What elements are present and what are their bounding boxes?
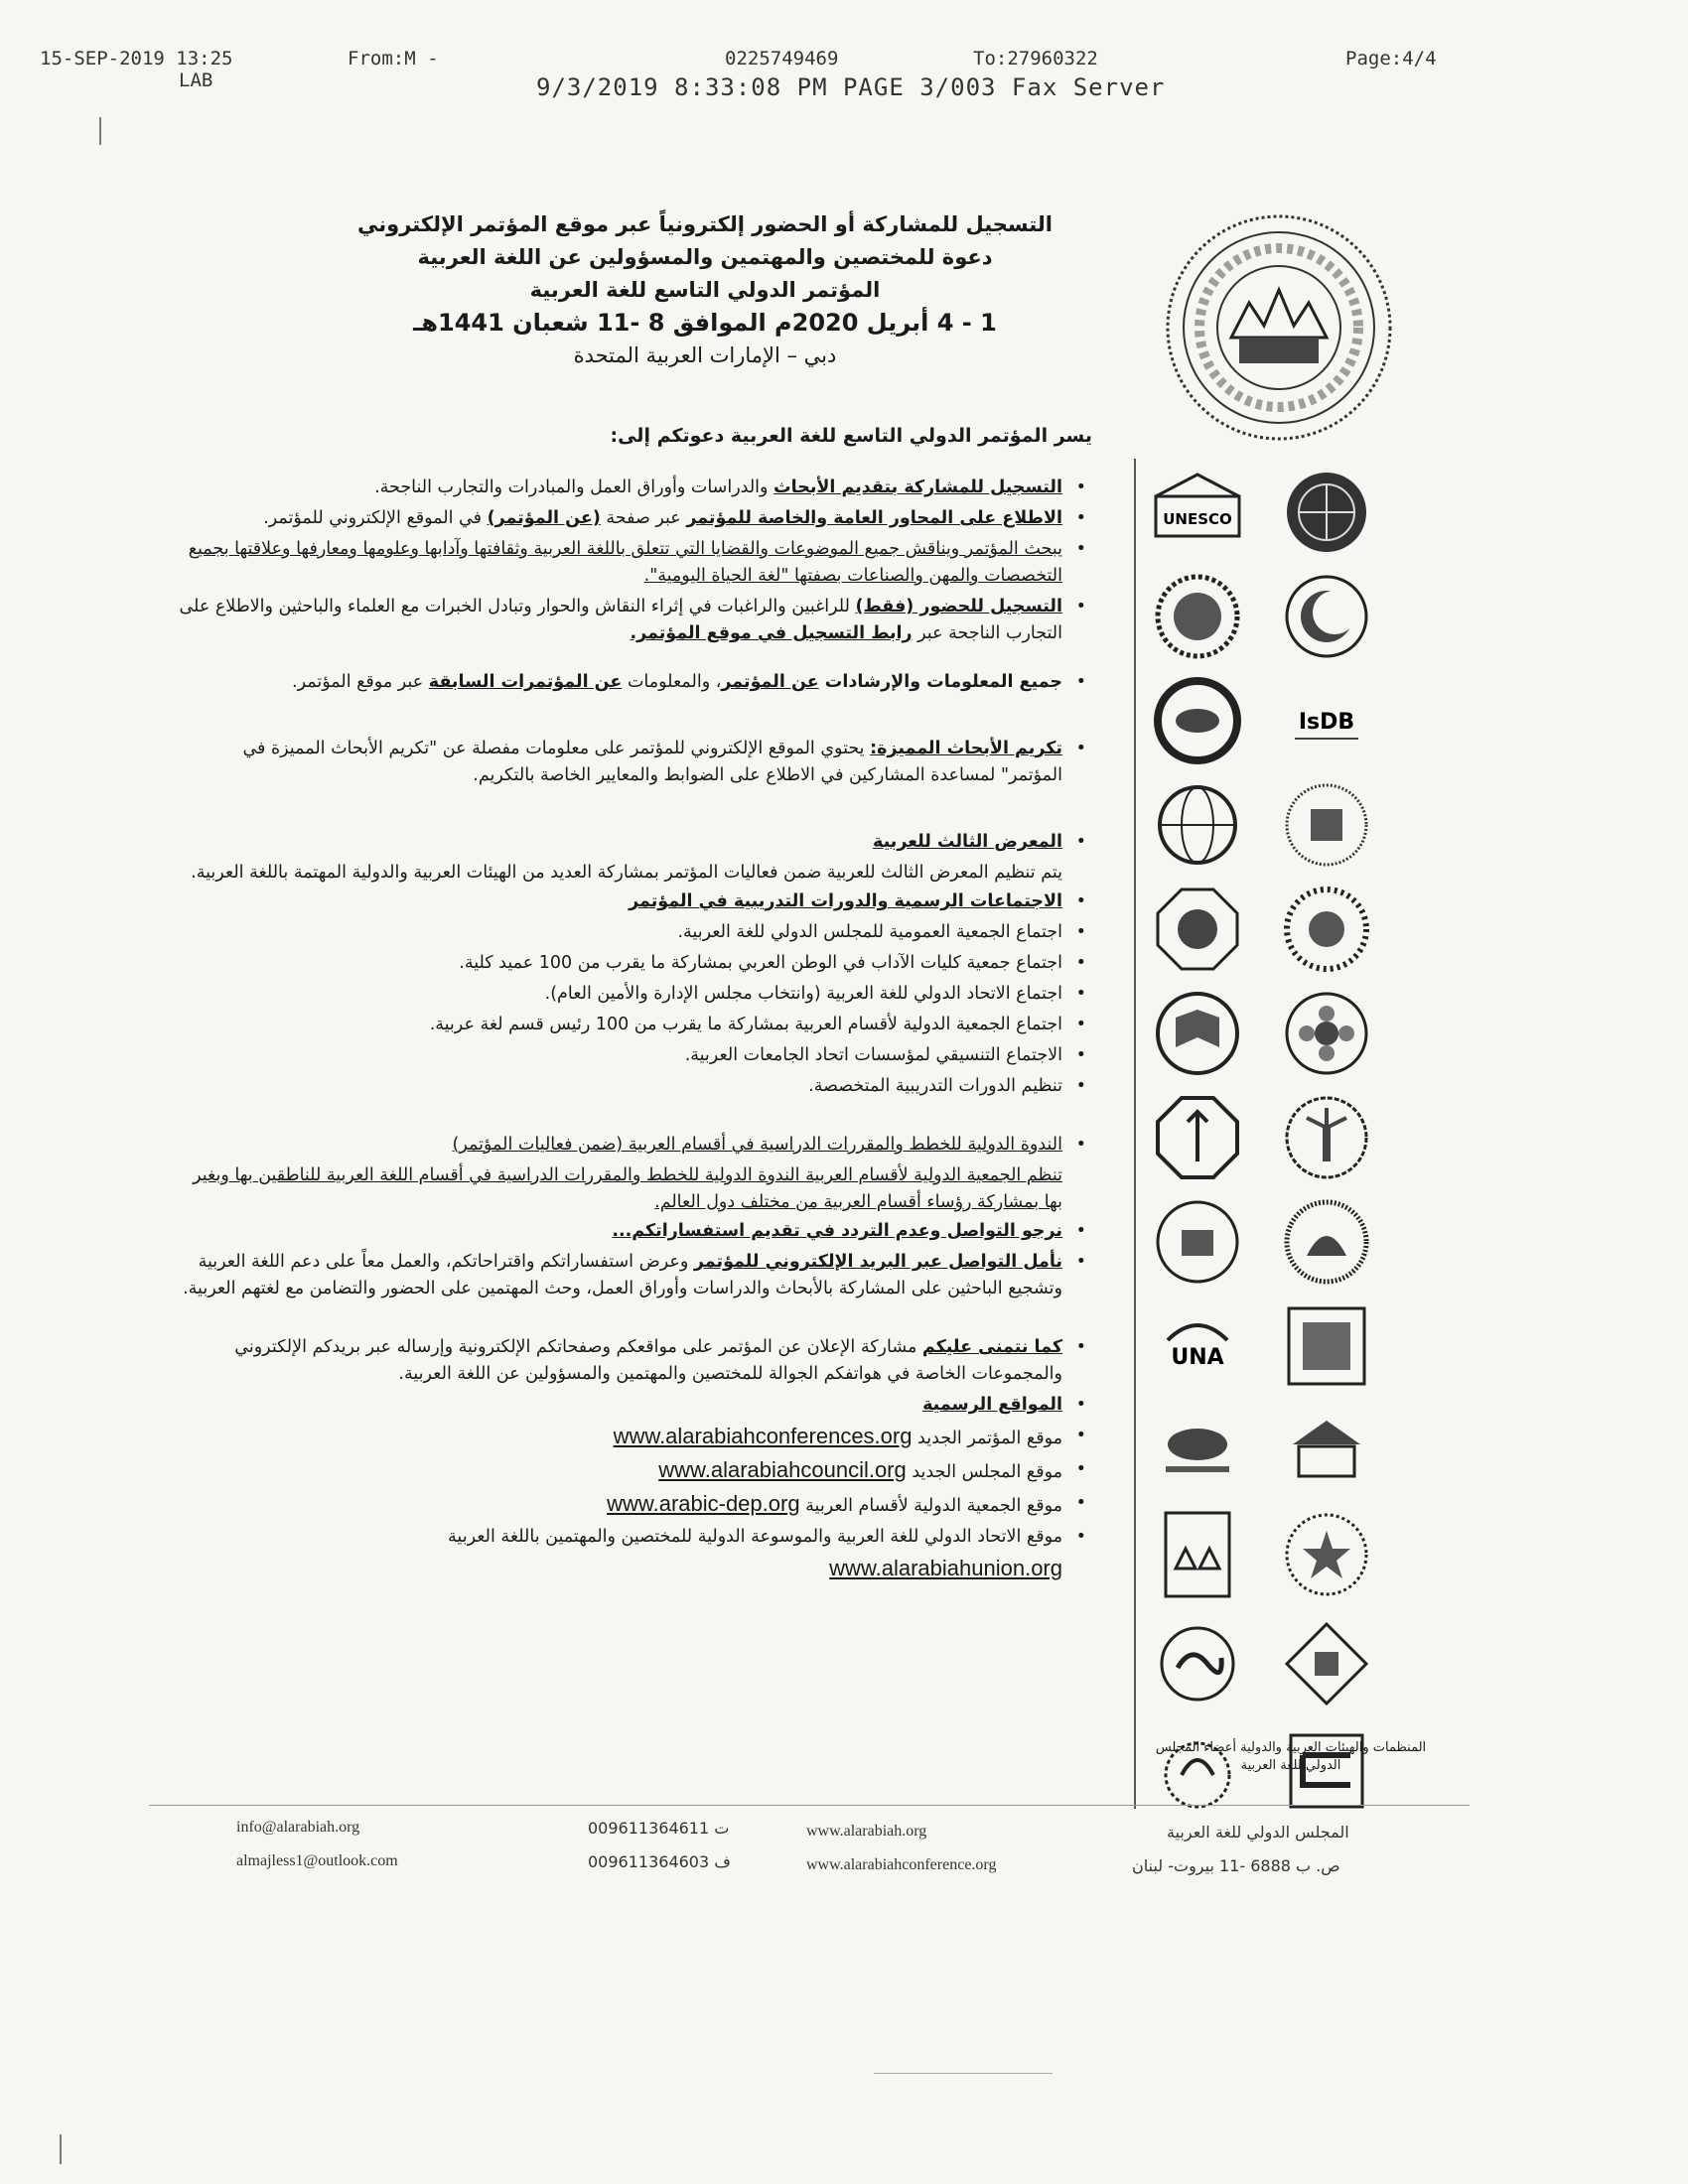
footer-address: ص. ب 6888 -11 بيروت- لبنان xyxy=(1132,1856,1340,1875)
item-exhibition-title: المعرض الثالث للعربية xyxy=(873,832,1062,852)
item-share-text: مشاركة الإعلان عن المؤتمر على مواقعكم وصفحاتكم الإلكترونية وإرساله عبر بريدكم الإلكتروني والمجموعات الخاصة في هواتفكم الجوالة للمختصين والمهتمين والمسؤولين عن اللغة العربية. xyxy=(234,1337,1062,1384)
item-attendance-emphasis: التسجيل للحضور (فقط) xyxy=(855,597,1062,616)
logos-caption: المنظمات والهيئات العربية والدولية أعضاء المجلس الدولي للغة العربية xyxy=(1155,1740,1427,1773)
list-item xyxy=(177,1456,1090,1486)
meeting-departments: اجتماع الجمعية الدولية لأقسام العربية بمشاركة ما يقرب من 100 رئيس قسم لغة عربية. xyxy=(429,1015,1062,1034)
site-union-label: موقع الاتحاد الدولي للغة العربية والموسوعة الدولية للمختصين والمهتمين باللغة العربية xyxy=(448,1527,1062,1547)
footer-org-name: المجلس الدولي للغة العربية xyxy=(1167,1823,1349,1842)
diamond-logo xyxy=(1281,1618,1372,1709)
palm-logo xyxy=(1281,1092,1372,1183)
logo-column-divider xyxy=(1134,459,1136,1809)
item-meetings-title: الاجتماعات الرسمية والدورات التدريبية في المؤتمر xyxy=(629,891,1062,911)
item-share-emphasis: كما نتمنى عليكم xyxy=(921,1337,1062,1357)
official-sites-title: المواقع الرسمية xyxy=(922,1395,1062,1415)
footer-email-majless[interactable]: almajless1@outlook.com xyxy=(236,1852,398,1869)
item-axes-emphasis: الاطلاع على المحاور العامة والخاصة للمؤتمر xyxy=(686,508,1062,528)
unesco-logo xyxy=(1152,467,1243,558)
item-symposium-text: تنظم الجمعية الدولية لأقسام العربية الندوة الدولية للخطط والمقررات الدراسية في أقسام اللغة العربية للناطقين بها وبغير بها بمشاركة رؤساء أقسام العربية من مختلف دول العالم. xyxy=(193,1165,1062,1212)
list-item xyxy=(177,1423,1090,1452)
training-courses: تنظيم الدورات التدريبية المتخصصة. xyxy=(808,1076,1062,1096)
ring-logo xyxy=(1152,675,1243,766)
list-item xyxy=(177,736,1090,789)
site-union-link[interactable]: www.alarabiahunion.org xyxy=(829,1556,1062,1580)
footer-fax: 009611364603 ف xyxy=(588,1852,731,1871)
world-logo xyxy=(1152,779,1243,871)
item-email-emphasis: نأمل التواصل عبر البريد الإلكتروني للمؤتمر xyxy=(693,1252,1062,1272)
list-item xyxy=(177,1012,1090,1038)
site-council-link[interactable]: www.alarabiahcouncil.org xyxy=(658,1457,907,1482)
item-awards-text: يحتوي الموقع الإلكتروني للمؤتمر على معلومات مفصلة عن "تكريم الأبحاث المميزة في المؤتمر" لمساعدة المشاركين في الاطلاع على الضوابط والمعايير الخاصة بالتكريم. xyxy=(242,739,1062,785)
footer-phone: 009611364611 ت xyxy=(588,1819,730,1838)
flower-logo xyxy=(1281,988,1372,1079)
header-line-registration: التسجيل للمشاركة أو الحضور إلكترونياً عبر موقع المؤتمر الإلكتروني xyxy=(357,212,1053,236)
fax-phone: 0225749469 xyxy=(725,48,839,69)
intro-text: يسر المؤتمر الدولي التاسع للغة العربية دعوتكم إلى: xyxy=(610,425,1092,447)
una-logo xyxy=(1152,1300,1243,1392)
square-seal-logo xyxy=(1281,1300,1372,1392)
item-attendance-text: للراغبين والراغبات في إثراء النقاش والحوار وتبادل الخبرات مع العلماء والباحثين والاطلاع على التجارب الناجحة عبر xyxy=(179,597,1062,643)
list-item xyxy=(177,950,1090,977)
header-line-location: دبي – الإمارات العربية المتحدة xyxy=(573,343,837,367)
main-body xyxy=(177,475,1090,1586)
item-contact-title: نرجو التواصل وعدم التردد في تقديم استفساراتكم... xyxy=(612,1221,1062,1241)
footer-website[interactable]: www.alarabiah.org xyxy=(806,1823,927,1840)
item-email-text: وعرض استفساراتكم واقتراحاتكم، والعمل معاً على دعم اللغة العربية وتشجيع الباحثين على المشاركة بالأبحاث والدراسات وأوراق العمل، وحث المهتمين على الحضور والتضامن مع لغتهم العربية. xyxy=(183,1252,1062,1298)
scan-bottom-mark xyxy=(60,2134,62,2164)
dome-logo xyxy=(1281,1196,1372,1288)
globe-logo xyxy=(1281,467,1372,558)
lic-octagon-logo xyxy=(1152,1092,1243,1183)
union-logo xyxy=(1152,1405,1243,1496)
arab-league-logo xyxy=(1152,571,1243,662)
list-item xyxy=(177,1524,1090,1551)
item-info-text: جميع المعلومات والإرشادات xyxy=(818,672,1062,692)
list-item xyxy=(177,1042,1090,1069)
meeting-union: اجتماع الاتحاد الدولي للغة العربية (وانتخاب مجلس الإدارة والأمين العام). xyxy=(544,984,1062,1004)
item-axes-text: عبر صفحة xyxy=(600,508,687,528)
site-conference-link[interactable]: www.alarabiahconferences.org xyxy=(613,1424,913,1448)
list-item xyxy=(177,1218,1090,1245)
meeting-general-assembly: اجتماع الجمعية العمومية للمجلس الدولي للغة العربية. xyxy=(677,922,1062,942)
triangles-logo xyxy=(1152,1509,1243,1600)
footer-email-info[interactable]: info@alarabiah.org xyxy=(236,1819,360,1836)
crescent-logo xyxy=(1281,571,1372,662)
meeting-universities: الاجتماع التنسيقي لمؤسسات اتحاد الجامعات العربية. xyxy=(684,1045,1062,1065)
fax-lab: LAB xyxy=(179,69,213,91)
item-registration-text: والدراسات وأوراق العمل والمبادرات والتجارب الناجحة. xyxy=(374,478,774,497)
unesco-logo-text: UNESCO xyxy=(1163,510,1232,528)
academy-seal-logo xyxy=(1281,779,1372,871)
footer-divider xyxy=(149,1805,1470,1806)
scan-edge-mark xyxy=(99,117,101,145)
list-item xyxy=(177,475,1090,501)
item-awards-emphasis: تكريم الأبحاث المميزة: xyxy=(870,739,1062,758)
site-departments-link[interactable]: www.arabic-dep.org xyxy=(607,1491,800,1516)
list-item xyxy=(177,1392,1090,1419)
building-logo xyxy=(1281,1405,1372,1496)
item-info-sep: ، والمعلومات xyxy=(622,672,722,692)
header-line-conference-name: المؤتمر الدولي التاسع للغة العربية xyxy=(529,278,881,302)
previous-conferences-link[interactable]: عن المؤتمرات السابقة xyxy=(428,672,623,692)
site-conference-label: موقع المؤتمر الجديد xyxy=(917,1429,1062,1448)
list-item xyxy=(177,536,1090,590)
list-item xyxy=(177,1490,1090,1520)
fax-timestamp: 15-SEP-2019 13:25 xyxy=(40,48,233,69)
site-council-label: موقع المجلس الجديد xyxy=(912,1462,1062,1482)
list-item xyxy=(177,919,1090,946)
fax-server-line: 9/3/2019 8:33:08 PM PAGE 3/003 Fax Server xyxy=(536,73,1166,101)
item-topics-text: يبحث المؤتمر ويناقش جميع الموضوعات والقضايا التي تتعلق باللغة العربية وثقافتها وآدابها وعلومها ومعارفها وعلاقتها بجميع التخصصات والمهن والصناعات بصفتها "لغة الحياة اليومية". xyxy=(188,539,1062,586)
list-item xyxy=(177,1073,1090,1100)
list-item xyxy=(177,981,1090,1008)
wreath-logo xyxy=(1281,884,1372,975)
item-info-tail: عبر موقع المؤتمر. xyxy=(292,672,429,692)
fax-to: To:27960322 xyxy=(973,48,1098,69)
isdb-logo xyxy=(1281,675,1372,766)
isdb-logo-text: IsDB xyxy=(1298,710,1355,735)
figure-logo xyxy=(1152,1196,1243,1288)
site-union-url-row xyxy=(177,1555,1090,1584)
item-exhibition-text: يتم تنظيم المعرض الثالث للعربية ضمن فعاليات المؤتمر بمشاركة العديد من الهيئات العربية والدولية المهتمة باللغة العربية. xyxy=(191,863,1062,883)
list-item xyxy=(177,1334,1090,1388)
book-logo xyxy=(1152,988,1243,1079)
item-registration-emphasis: التسجيل للمشاركة بتقديم الأبحاث xyxy=(774,478,1062,497)
list-item xyxy=(177,505,1090,532)
una-logo-text: UNA xyxy=(1171,1345,1224,1370)
script-logo xyxy=(1152,1618,1243,1709)
header-line-invitation: دعوة للمختصين والمهتمين والمسؤولين عن اللغة العربية xyxy=(417,245,993,269)
header-line-date: 1 - 4 أبريل 2020م الموافق 8 -11 شعبان 1441هـ xyxy=(413,309,997,337)
item-symposium-title: الندوة الدولية للخطط والمقررات الدراسية في أقسام العربية (ضمن فعاليات المؤتمر) xyxy=(452,1135,1062,1155)
about-link[interactable]: عن المؤتمر xyxy=(721,672,819,692)
star-seal-logo xyxy=(1281,1509,1372,1600)
about-conference-link[interactable]: (عن المؤتمر) xyxy=(487,508,601,528)
item-axes-tail: في الموقع الإلكتروني للمؤتمر. xyxy=(263,508,488,528)
list-item xyxy=(177,888,1090,915)
meeting-faculties: اجتماع جمعية كليات الآداب في الوطن العربي بمشاركة ما يقرب من 100 عميد كلية. xyxy=(459,953,1062,973)
fax-page: Page:4/4 xyxy=(1345,48,1437,69)
document-header xyxy=(248,208,1162,372)
list-item xyxy=(177,669,1090,696)
list-item xyxy=(177,1249,1090,1302)
list-item xyxy=(177,1132,1090,1159)
footer-conference-website[interactable]: www.alarabiahconference.org xyxy=(806,1856,997,1873)
conference-seal-logo xyxy=(1160,208,1398,447)
registration-link[interactable]: رابط التسجيل في موقع المؤتمر. xyxy=(630,623,913,643)
site-departments-label: موقع الجمعية الدولية لأقسام العربية xyxy=(805,1496,1062,1516)
scan-bottom-line xyxy=(874,2073,1053,2074)
fax-from: From:M - xyxy=(348,48,439,69)
octagon-logo xyxy=(1152,884,1243,975)
list-item xyxy=(177,829,1090,856)
list-item xyxy=(177,594,1090,647)
